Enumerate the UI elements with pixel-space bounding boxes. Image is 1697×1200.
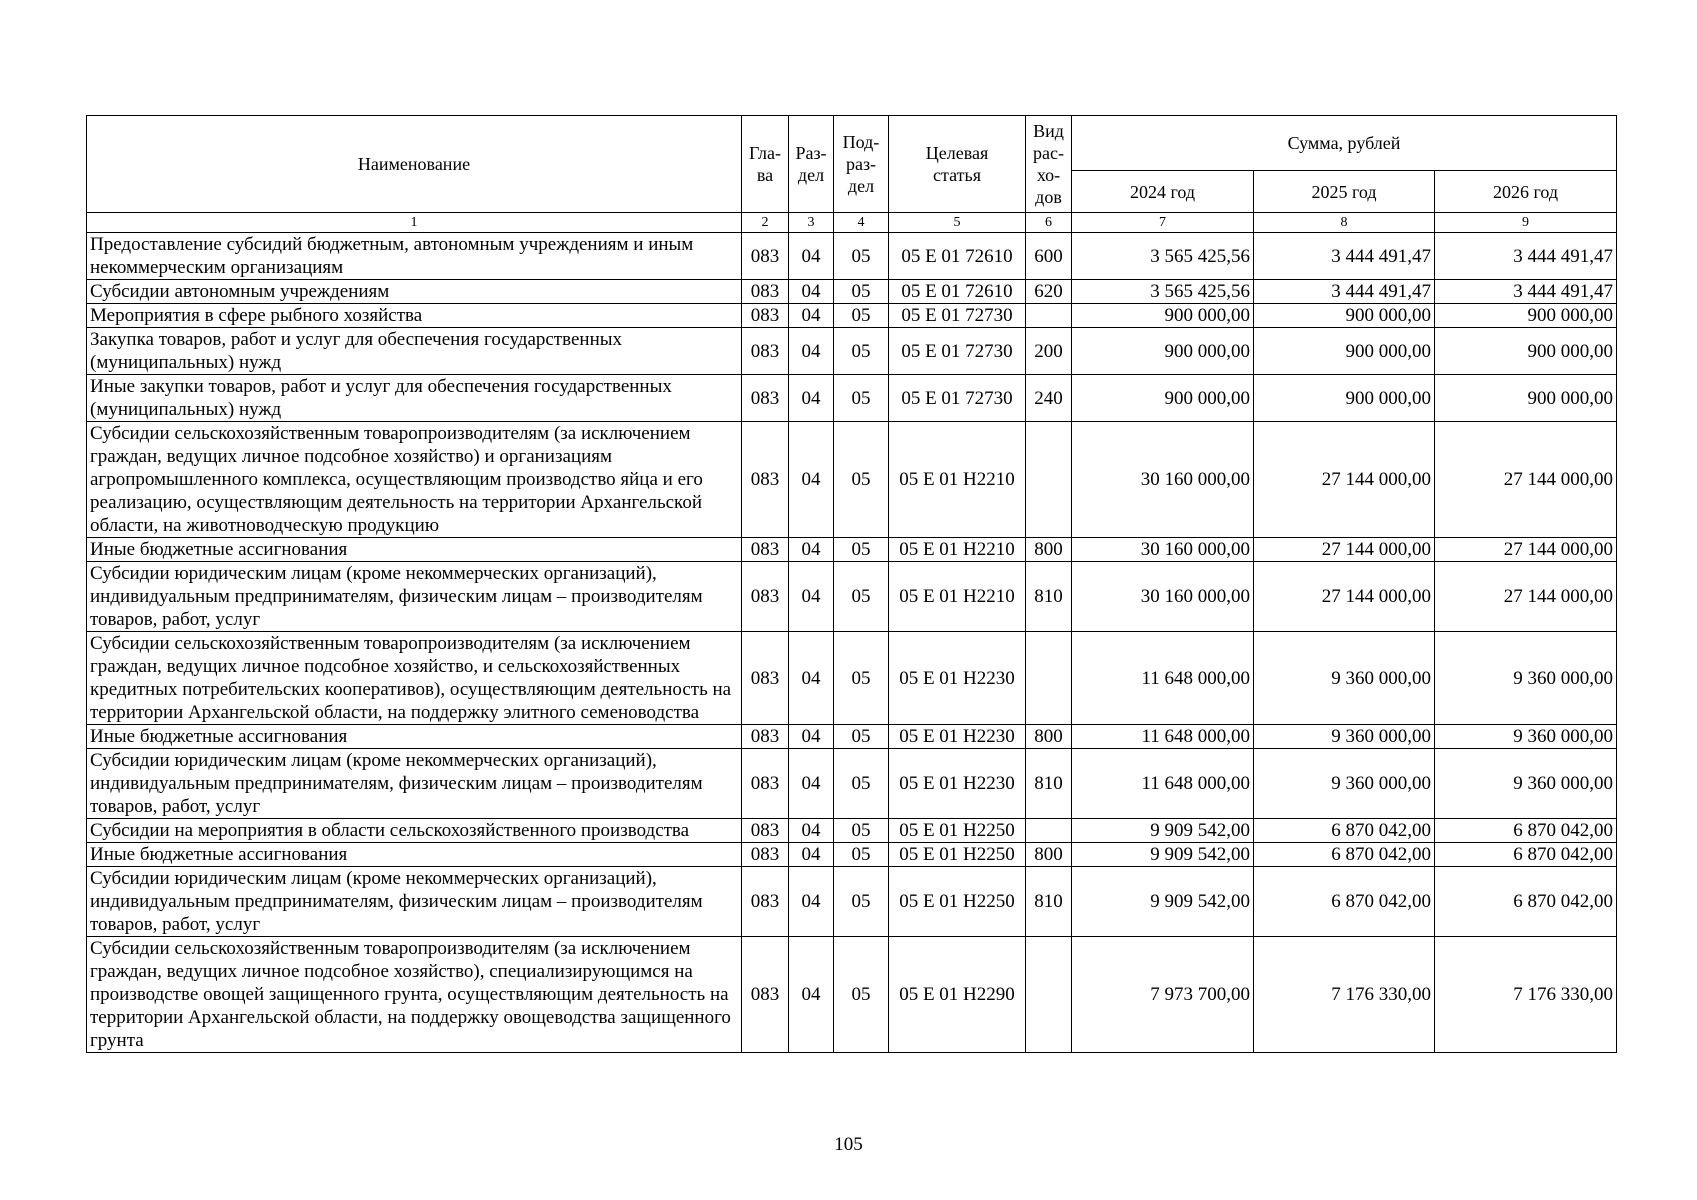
row-section: 04 bbox=[789, 538, 834, 562]
column-number: 1 bbox=[87, 213, 742, 233]
row-target-article: 05 Е 01 Н2250 bbox=[889, 843, 1026, 867]
row-target-article: 05 Е 01 72730 bbox=[889, 304, 1026, 328]
row-expense-type: 810 bbox=[1026, 749, 1072, 819]
column-number-row bbox=[87, 213, 1617, 233]
row-amount-2025: 9 360 000,00 bbox=[1254, 749, 1435, 819]
column-number: 3 bbox=[789, 213, 834, 233]
row-name: Субсидии юридическим лицам (кроме некоммерческих организаций), индивидуальным предпринимателям, физическим лицам – производителям товаров, работ, услуг bbox=[87, 867, 742, 937]
row-subsection: 05 bbox=[834, 937, 889, 1053]
table-row bbox=[87, 867, 1617, 937]
row-amount-2025: 900 000,00 bbox=[1254, 375, 1435, 422]
row-expense-type bbox=[1026, 937, 1072, 1053]
row-chapter: 083 bbox=[742, 843, 789, 867]
row-chapter: 083 bbox=[742, 819, 789, 843]
row-chapter: 083 bbox=[742, 867, 789, 937]
row-expense-type: 800 bbox=[1026, 725, 1072, 749]
row-chapter: 083 bbox=[742, 375, 789, 422]
row-amount-2025: 27 144 000,00 bbox=[1254, 562, 1435, 632]
row-subsection: 05 bbox=[834, 233, 889, 280]
row-expense-type: 600 bbox=[1026, 233, 1072, 280]
row-name: Предоставление субсидий бюджетным, автономным учреждениям и иным некоммерческим организациям bbox=[87, 233, 742, 280]
row-amount-2024: 9 909 542,00 bbox=[1072, 867, 1254, 937]
table-row bbox=[87, 819, 1617, 843]
row-section: 04 bbox=[789, 562, 834, 632]
row-chapter: 083 bbox=[742, 749, 789, 819]
row-subsection: 05 bbox=[834, 328, 889, 375]
row-section: 04 bbox=[789, 725, 834, 749]
row-name: Субсидии юридическим лицам (кроме некоммерческих организаций), индивидуальным предпринимателям, физическим лицам – производителям товаров, работ, услуг bbox=[87, 749, 742, 819]
row-amount-2026: 6 870 042,00 bbox=[1435, 819, 1617, 843]
row-amount-2025: 900 000,00 bbox=[1254, 304, 1435, 328]
row-chapter: 083 bbox=[742, 725, 789, 749]
row-amount-2024: 11 648 000,00 bbox=[1072, 632, 1254, 725]
row-target-article: 05 Е 01 Н2230 bbox=[889, 725, 1026, 749]
row-target-article: 05 Е 01 Н2250 bbox=[889, 867, 1026, 937]
row-amount-2026: 900 000,00 bbox=[1435, 304, 1617, 328]
row-name: Иные бюджетные ассигнования bbox=[87, 725, 742, 749]
row-name: Иные бюджетные ассигнования bbox=[87, 843, 742, 867]
column-number: 8 bbox=[1254, 213, 1435, 233]
row-amount-2025: 6 870 042,00 bbox=[1254, 843, 1435, 867]
row-expense-type: 240 bbox=[1026, 375, 1072, 422]
row-amount-2026: 900 000,00 bbox=[1435, 375, 1617, 422]
row-amount-2025: 900 000,00 bbox=[1254, 328, 1435, 375]
header-subsection-label: Под- раз- дел bbox=[842, 132, 880, 196]
row-section: 04 bbox=[789, 280, 834, 304]
row-amount-2024: 30 160 000,00 bbox=[1072, 538, 1254, 562]
row-chapter: 083 bbox=[742, 632, 789, 725]
row-amount-2024: 30 160 000,00 bbox=[1072, 422, 1254, 538]
table-row bbox=[87, 328, 1617, 375]
table-header bbox=[87, 116, 1617, 233]
table-row bbox=[87, 937, 1617, 1053]
row-target-article: 05 Е 01 72610 bbox=[889, 233, 1026, 280]
row-amount-2025: 3 444 491,47 bbox=[1254, 233, 1435, 280]
row-subsection: 05 bbox=[834, 304, 889, 328]
row-name: Субсидии сельскохозяйственным товаропроизводителям (за исключением граждан, ведущих личное подсобное хозяйство), специализирующимся на производстве овощей защищенного грунта, осуществляющим деятельность на территории Архангельской области, на поддержку овощеводства защищенного грунта bbox=[87, 937, 742, 1053]
header-year-2026: 2026 год bbox=[1435, 171, 1617, 213]
row-subsection: 05 bbox=[834, 725, 889, 749]
row-name: Закупка товаров, работ и услуг для обеспечения государственных (муниципальных) нужд bbox=[87, 328, 742, 375]
row-name: Субсидии на мероприятия в области сельскохозяйственного производства bbox=[87, 819, 742, 843]
row-section: 04 bbox=[789, 632, 834, 725]
page-number: 105 bbox=[834, 1134, 863, 1155]
row-subsection: 05 bbox=[834, 422, 889, 538]
row-section: 04 bbox=[789, 843, 834, 867]
row-section: 04 bbox=[789, 375, 834, 422]
row-expense-type: 200 bbox=[1026, 328, 1072, 375]
table-row bbox=[87, 749, 1617, 819]
table-row bbox=[87, 375, 1617, 422]
row-target-article: 05 Е 01 Н2230 bbox=[889, 749, 1026, 819]
row-expense-type: 800 bbox=[1026, 843, 1072, 867]
row-chapter: 083 bbox=[742, 538, 789, 562]
column-number: 4 bbox=[834, 213, 889, 233]
column-number: 5 bbox=[889, 213, 1026, 233]
row-amount-2024: 9 909 542,00 bbox=[1072, 843, 1254, 867]
row-name: Иные бюджетные ассигнования bbox=[87, 538, 742, 562]
row-subsection: 05 bbox=[834, 819, 889, 843]
row-target-article: 05 Е 01 Н2290 bbox=[889, 937, 1026, 1053]
row-amount-2026: 3 444 491,47 bbox=[1435, 280, 1617, 304]
row-amount-2025: 7 176 330,00 bbox=[1254, 937, 1435, 1053]
table-row bbox=[87, 233, 1617, 280]
column-number: 2 bbox=[742, 213, 789, 233]
row-section: 04 bbox=[789, 867, 834, 937]
row-expense-type: 800 bbox=[1026, 538, 1072, 562]
row-amount-2026: 27 144 000,00 bbox=[1435, 538, 1617, 562]
row-expense-type bbox=[1026, 819, 1072, 843]
column-number: 6 bbox=[1026, 213, 1072, 233]
row-subsection: 05 bbox=[834, 562, 889, 632]
table-body bbox=[87, 233, 1617, 1053]
row-subsection: 05 bbox=[834, 375, 889, 422]
row-name: Мероприятия в сфере рыбного хозяйства bbox=[87, 304, 742, 328]
column-number: 7 bbox=[1072, 213, 1254, 233]
row-section: 04 bbox=[789, 819, 834, 843]
row-target-article: 05 Е 01 Н2230 bbox=[889, 632, 1026, 725]
row-expense-type: 810 bbox=[1026, 867, 1072, 937]
table-row bbox=[87, 304, 1617, 328]
row-amount-2024: 3 565 425,56 bbox=[1072, 280, 1254, 304]
row-name: Субсидии сельскохозяйственным товаропроизводителям (за исключением граждан, ведущих личное подсобное хозяйство) и организациям агропромышленного комплекса, осуществляющим производство яйца и его реализацию, осуществляющим деятельность на территории Архангельской области, на животноводческую продукцию bbox=[87, 422, 742, 538]
row-name: Субсидии автономным учреждениям bbox=[87, 280, 742, 304]
row-amount-2024: 30 160 000,00 bbox=[1072, 562, 1254, 632]
row-amount-2026: 900 000,00 bbox=[1435, 328, 1617, 375]
row-amount-2025: 6 870 042,00 bbox=[1254, 867, 1435, 937]
row-amount-2025: 9 360 000,00 bbox=[1254, 632, 1435, 725]
row-expense-type: 620 bbox=[1026, 280, 1072, 304]
header-expense-type bbox=[1026, 116, 1072, 213]
row-section: 04 bbox=[789, 233, 834, 280]
row-chapter: 083 bbox=[742, 328, 789, 375]
row-amount-2026: 27 144 000,00 bbox=[1435, 422, 1617, 538]
table-row bbox=[87, 843, 1617, 867]
row-expense-type bbox=[1026, 632, 1072, 725]
table-row bbox=[87, 280, 1617, 304]
header-subsection bbox=[834, 116, 889, 213]
row-amount-2024: 9 909 542,00 bbox=[1072, 819, 1254, 843]
header-section bbox=[789, 116, 834, 213]
row-chapter: 083 bbox=[742, 304, 789, 328]
header-amount: Сумма, рублей bbox=[1072, 116, 1617, 171]
table-row bbox=[87, 538, 1617, 562]
column-number: 9 bbox=[1435, 213, 1617, 233]
row-name: Субсидии юридическим лицам (кроме некоммерческих организаций), индивидуальным предпринимателям, физическим лицам – производителям товаров, работ, услуг bbox=[87, 562, 742, 632]
row-amount-2024: 11 648 000,00 bbox=[1072, 725, 1254, 749]
row-amount-2026: 3 444 491,47 bbox=[1435, 233, 1617, 280]
row-amount-2025: 27 144 000,00 bbox=[1254, 538, 1435, 562]
row-subsection: 05 bbox=[834, 749, 889, 819]
row-amount-2024: 11 648 000,00 bbox=[1072, 749, 1254, 819]
header-target-article-label: Целевая статья bbox=[925, 143, 989, 185]
header-year-2025: 2025 год bbox=[1254, 171, 1435, 213]
row-subsection: 05 bbox=[834, 632, 889, 725]
row-section: 04 bbox=[789, 422, 834, 538]
row-amount-2024: 900 000,00 bbox=[1072, 304, 1254, 328]
row-amount-2026: 6 870 042,00 bbox=[1435, 867, 1617, 937]
row-subsection: 05 bbox=[834, 867, 889, 937]
row-subsection: 05 bbox=[834, 280, 889, 304]
row-amount-2026: 6 870 042,00 bbox=[1435, 843, 1617, 867]
table-row bbox=[87, 725, 1617, 749]
table-row bbox=[87, 632, 1617, 725]
row-amount-2025: 6 870 042,00 bbox=[1254, 819, 1435, 843]
row-amount-2024: 900 000,00 bbox=[1072, 375, 1254, 422]
row-amount-2025: 27 144 000,00 bbox=[1254, 422, 1435, 538]
row-expense-type bbox=[1026, 304, 1072, 328]
row-name: Иные закупки товаров, работ и услуг для обеспечения государственных (муниципальных) нужд bbox=[87, 375, 742, 422]
row-target-article: 05 Е 01 72730 bbox=[889, 328, 1026, 375]
header-chapter bbox=[742, 116, 789, 213]
header-target-article bbox=[889, 116, 1026, 213]
row-chapter: 083 bbox=[742, 280, 789, 304]
row-expense-type: 810 bbox=[1026, 562, 1072, 632]
header-expense-type-label: Вид рас- хо- дов bbox=[1033, 121, 1064, 207]
row-section: 04 bbox=[789, 328, 834, 375]
row-target-article: 05 Е 01 Н2250 bbox=[889, 819, 1026, 843]
header-chapter-label: Гла- ва bbox=[748, 143, 782, 185]
row-chapter: 083 bbox=[742, 233, 789, 280]
row-target-article: 05 Е 01 Н2210 bbox=[889, 562, 1026, 632]
row-expense-type bbox=[1026, 422, 1072, 538]
table-row bbox=[87, 562, 1617, 632]
row-amount-2025: 3 444 491,47 bbox=[1254, 280, 1435, 304]
row-section: 04 bbox=[789, 749, 834, 819]
row-target-article: 05 Е 01 Н2210 bbox=[889, 422, 1026, 538]
row-amount-2026: 9 360 000,00 bbox=[1435, 749, 1617, 819]
table-row bbox=[87, 422, 1617, 538]
row-target-article: 05 Е 01 72610 bbox=[889, 280, 1026, 304]
row-subsection: 05 bbox=[834, 538, 889, 562]
row-amount-2026: 9 360 000,00 bbox=[1435, 725, 1617, 749]
row-amount-2026: 9 360 000,00 bbox=[1435, 632, 1617, 725]
row-amount-2026: 7 176 330,00 bbox=[1435, 937, 1617, 1053]
row-chapter: 083 bbox=[742, 937, 789, 1053]
row-chapter: 083 bbox=[742, 562, 789, 632]
budget-table bbox=[86, 115, 1617, 1053]
row-section: 04 bbox=[789, 937, 834, 1053]
header-year-2024: 2024 год bbox=[1072, 171, 1254, 213]
row-subsection: 05 bbox=[834, 843, 889, 867]
row-amount-2025: 9 360 000,00 bbox=[1254, 725, 1435, 749]
row-target-article: 05 Е 01 72730 bbox=[889, 375, 1026, 422]
row-name: Субсидии сельскохозяйственным товаропроизводителям (за исключением граждан, ведущих личное подсобное хозяйство, и сельскохозяйственных кредитных потребительских кооперативов), осуществляющим деятельность на территории Архангельской области, на поддержку элитного семеноводства bbox=[87, 632, 742, 725]
row-chapter: 083 bbox=[742, 422, 789, 538]
row-target-article: 05 Е 01 Н2210 bbox=[889, 538, 1026, 562]
row-amount-2026: 27 144 000,00 bbox=[1435, 562, 1617, 632]
row-amount-2024: 900 000,00 bbox=[1072, 328, 1254, 375]
header-section-label: Раз- дел bbox=[795, 143, 827, 185]
header-name: Наименование bbox=[87, 116, 742, 213]
row-amount-2024: 7 973 700,00 bbox=[1072, 937, 1254, 1053]
row-amount-2024: 3 565 425,56 bbox=[1072, 233, 1254, 280]
row-section: 04 bbox=[789, 304, 834, 328]
